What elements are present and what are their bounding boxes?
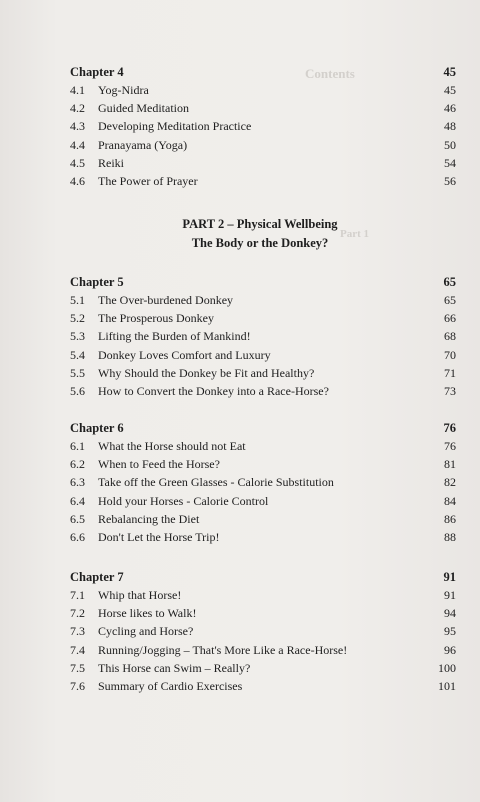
section-number: 4.3 — [70, 119, 85, 134]
chapter-7-section — [70, 568, 456, 696]
section-number: 7.6 — [70, 678, 85, 693]
section-title: Don't Let the Horse Trip! — [98, 529, 220, 544]
section-title: Developing Meditation Practice — [98, 119, 252, 134]
section-page-number: 95 — [444, 624, 456, 639]
section-title: Rebalancing the Diet — [98, 511, 200, 526]
section-number: 4.4 — [70, 137, 85, 152]
toc-entry — [70, 438, 456, 456]
toc-entry — [70, 642, 456, 660]
section-page-number: 70 — [444, 347, 456, 362]
toc-entry — [70, 474, 456, 492]
section-page-number: 82 — [444, 475, 456, 490]
section-title: What the Horse should not Eat — [98, 439, 246, 453]
section-number: 6.1 — [70, 439, 85, 453]
section-title: Why Should the Donkey be Fit and Healthy? — [98, 365, 315, 380]
chapter-4-section — [70, 63, 456, 191]
section-page-number: 101 — [438, 678, 456, 693]
section-page-number: 81 — [444, 457, 456, 472]
toc-entry — [70, 347, 456, 365]
part-2-title: PART 2 – Physical Wellbeing — [182, 217, 338, 231]
toc-entry — [70, 493, 456, 511]
toc-entry — [70, 605, 456, 623]
section-number: 6.4 — [70, 493, 85, 508]
show-through-text: Contents — [305, 66, 355, 81]
show-through-text: Part 1 — [340, 228, 370, 240]
section-number: 7.3 — [70, 624, 85, 639]
chapter-page-number: 91 — [443, 570, 456, 584]
section-page-number: 84 — [444, 493, 456, 508]
section-title: Reiki — [98, 155, 124, 170]
section-title: Donkey Loves Comfort and Luxury — [98, 347, 271, 362]
toc-entry — [70, 587, 456, 605]
toc-entry — [70, 173, 456, 191]
chapter-heading — [70, 568, 456, 587]
section-title: Yog-Nidra — [98, 83, 149, 97]
section-title: The Over-burdened Donkey — [98, 293, 234, 307]
toc-entry — [70, 328, 456, 346]
section-number: 6.6 — [70, 529, 85, 544]
toc-entry — [70, 623, 456, 641]
section-number: 5.5 — [70, 365, 85, 380]
section-number: 4.1 — [70, 83, 85, 97]
section-title: When to Feed the Horse? — [98, 457, 220, 472]
toc-entry — [70, 100, 456, 118]
chapter-5-section — [70, 273, 456, 401]
section-number: 6.3 — [70, 475, 85, 490]
chapter-heading — [70, 419, 456, 438]
section-page-number: 91 — [444, 588, 456, 602]
toc-entry — [70, 365, 456, 383]
chapter-heading — [70, 63, 456, 82]
section-title: The Prosperous Donkey — [98, 311, 214, 326]
toc-entry — [70, 383, 456, 401]
section-page-number: 96 — [444, 642, 456, 657]
toc-entry — [70, 310, 456, 328]
section-number: 5.3 — [70, 329, 85, 344]
section-page-number: 68 — [444, 329, 456, 344]
section-page-number: 71 — [444, 365, 456, 380]
section-number: 7.1 — [70, 588, 85, 602]
toc-entry — [70, 292, 456, 310]
chapter-title: Chapter 5 — [70, 275, 124, 289]
section-page-number: 86 — [444, 511, 456, 526]
section-title: Summary of Cardio Exercises — [98, 678, 243, 693]
section-page-number: 54 — [444, 155, 456, 170]
toc-entry — [70, 678, 456, 696]
toc-entry — [70, 155, 456, 173]
toc-entry — [70, 529, 456, 547]
chapter-page-number: 45 — [443, 65, 456, 79]
section-page-number: 73 — [444, 383, 456, 398]
chapter-page-number: 76 — [443, 421, 456, 435]
section-number: 7.2 — [70, 606, 85, 621]
section-title: Horse likes to Walk! — [98, 606, 197, 621]
part-2-subtitle: The Body or the Donkey? — [191, 236, 329, 250]
section-title: Guided Meditation — [98, 101, 189, 116]
section-page-number: 46 — [444, 101, 456, 116]
section-page-number: 56 — [444, 173, 456, 188]
section-title: Cycling and Horse? — [98, 624, 194, 639]
section-page-number: 66 — [444, 311, 456, 326]
section-number: 4.6 — [70, 173, 85, 188]
section-number: 5.1 — [70, 293, 85, 307]
section-title: How to Convert the Donkey into a Race-Horse? — [98, 383, 329, 398]
section-title: This Horse can Swim – Really? — [98, 660, 251, 675]
section-page-number: 94 — [444, 606, 456, 621]
section-title: Hold your Horses - Calorie Control — [98, 493, 269, 508]
chapter-title: Chapter 6 — [70, 421, 124, 435]
section-number: 6.5 — [70, 511, 85, 526]
section-page-number: 48 — [444, 119, 456, 134]
toc-entry — [70, 456, 456, 474]
toc-entry — [70, 660, 456, 678]
section-page-number: 65 — [444, 293, 456, 307]
chapter-page-number: 65 — [443, 275, 456, 289]
chapter-title: Chapter 4 — [70, 65, 124, 79]
toc-entry — [70, 82, 456, 100]
section-number: 5.2 — [70, 311, 85, 326]
section-number: 7.4 — [70, 642, 85, 657]
section-number: 5.6 — [70, 383, 85, 398]
section-title: Whip that Horse! — [98, 588, 182, 602]
section-page-number: 45 — [444, 83, 456, 97]
toc-entry — [70, 137, 456, 155]
section-number: 4.2 — [70, 101, 85, 116]
section-title: Lifting the Burden of Mankind! — [98, 329, 251, 344]
section-page-number: 100 — [438, 660, 456, 675]
section-page-number: 88 — [444, 529, 456, 544]
section-number: 5.4 — [70, 347, 85, 362]
chapter-title: Chapter 7 — [70, 570, 124, 584]
section-number: 4.5 — [70, 155, 85, 170]
section-page-number: 76 — [444, 439, 456, 453]
section-title: The Power of Prayer — [98, 173, 198, 188]
section-page-number: 50 — [444, 137, 456, 152]
section-title: Take off the Green Glasses - Calorie Substitution — [98, 475, 334, 490]
section-number: 6.2 — [70, 457, 85, 472]
chapter-heading — [70, 273, 456, 292]
section-title: Running/Jogging – That's More Like a Race-Horse! — [98, 642, 348, 657]
chapter-6-section — [70, 419, 456, 547]
toc-entry — [70, 511, 456, 529]
section-number: 7.5 — [70, 660, 85, 675]
toc-entry — [70, 118, 456, 136]
section-title: Pranayama (Yoga) — [98, 137, 188, 152]
